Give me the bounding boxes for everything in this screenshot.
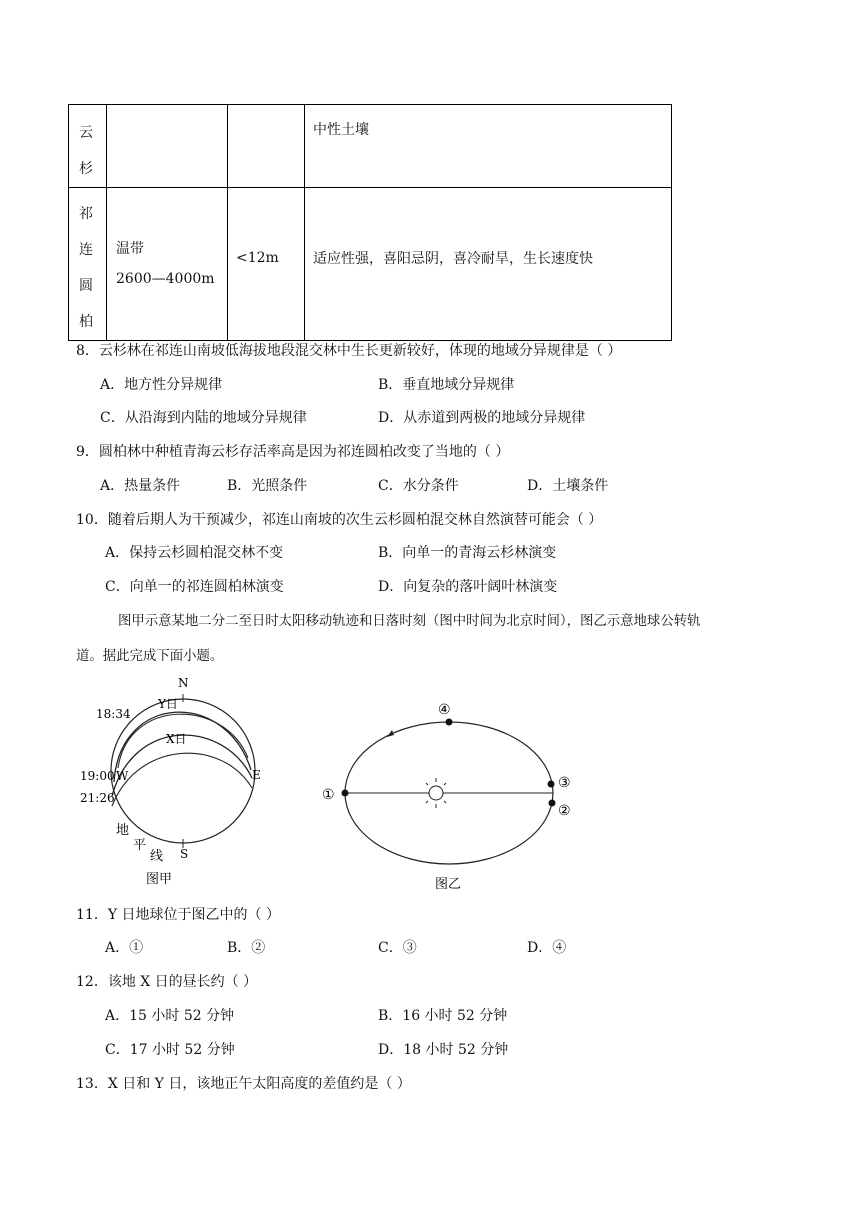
q9-option-a[interactable]: A．热量条件 (100, 478, 181, 494)
intro-line-2: 道。据此完成下面小题。 (76, 649, 224, 664)
tree-name-char: 杉 (79, 161, 93, 177)
q10-option-b[interactable]: B．向单一的青海云杉林演变 (378, 545, 557, 561)
position-2-label: ② (558, 803, 571, 819)
traits-cell (305, 188, 672, 341)
question-9-stem: 9．圆柏林中种植青海云杉存活率高是因为祁连圆柏改变了当地的（ ） (76, 444, 510, 460)
sunset-time-2: 19:00 (80, 769, 115, 783)
question-10-stem: 10．随着后期人为干预减少，祁连山南坡的次生云杉圆柏混交林自然演替可能会（ ） (76, 512, 603, 528)
height-text: <12m (236, 250, 279, 266)
position-1-label: ① (322, 787, 335, 803)
q9-option-c[interactable]: C．水分条件 (378, 478, 459, 494)
zone-cell (107, 188, 228, 341)
x-day-label: X日 (166, 732, 187, 746)
height-cell (228, 188, 305, 341)
q11-option-a[interactable]: A．① (105, 940, 144, 956)
question-11-stem: 11．Y 日地球位于图乙中的（ ） (76, 907, 280, 923)
east-label: E (252, 768, 261, 782)
horizon-label-char: 平 (133, 838, 147, 853)
elevation-text: 2600—4000m (116, 271, 215, 287)
plant-table (68, 104, 672, 341)
tree-name-char: 祁 (79, 206, 93, 222)
west-label: W (116, 769, 129, 783)
q12-option-b[interactable]: B．16 小时 52 分钟 (378, 1008, 508, 1024)
position-3-dot (548, 781, 555, 788)
tree-name-cell (69, 188, 107, 341)
orbit-direction-arrow (387, 730, 394, 737)
sunset-time-1: 18:34 (96, 707, 131, 721)
position-3-label: ③ (558, 775, 571, 791)
q8-option-a[interactable]: A．地方性分异规律 (100, 377, 223, 393)
question-8-stem: 8．云杉林在祁连山南坡低海拔地段混交林中生长更新较好，体现的地域分异规律是（ ） (76, 343, 622, 359)
y-day-path (114, 712, 251, 782)
sunset-time-3: 21:26 (80, 791, 115, 805)
q12-option-d[interactable]: D．18 小时 52 分钟 (378, 1042, 509, 1058)
tree-name-char: 柏 (79, 314, 93, 330)
sun-path-lower (112, 753, 252, 806)
q8-option-d[interactable]: D．从赤道到两极的地域分异规律 (378, 410, 586, 426)
tree-name-char: 连 (79, 242, 93, 258)
figure-yi-caption: 图乙 (435, 877, 462, 892)
question-12-stem: 12．该地 X 日的昼长约（ ） (76, 974, 258, 990)
q12-option-c[interactable]: C．17 小时 52 分钟 (105, 1042, 235, 1058)
q10-option-a[interactable]: A．保持云杉圆柏混交林不变 (105, 545, 284, 561)
tree-name-cell (69, 105, 107, 188)
q11-option-d[interactable]: D．④ (527, 940, 567, 956)
table-row (69, 188, 672, 341)
q11-option-c[interactable]: C．③ (378, 940, 417, 956)
q10-option-d[interactable]: D．向复杂的落叶阔叶林演变 (378, 579, 558, 595)
sun-icon (429, 786, 443, 800)
figure-jia-caption: 图甲 (146, 872, 173, 887)
height-cell (228, 105, 305, 188)
q9-option-d[interactable]: D．土壤条件 (527, 478, 609, 494)
horizon-label-char: 线 (150, 849, 164, 864)
q10-option-c[interactable]: C．向单一的祁连圆柏林演变 (105, 579, 284, 595)
zone-cell (107, 105, 228, 188)
figure-yi-orbit (310, 692, 600, 902)
q8-option-c[interactable]: C．从沿海到内陆的地域分异规律 (100, 410, 307, 426)
q8-option-b[interactable]: B．垂直地域分异规律 (378, 377, 515, 393)
south-label: S (180, 847, 189, 861)
position-4-label: ④ (438, 702, 451, 718)
position-4-dot (446, 719, 453, 726)
tree-name-char: 云 (79, 125, 93, 141)
position-1-dot (342, 790, 349, 797)
q9-option-b[interactable]: B．光照条件 (227, 478, 308, 494)
y-day-label: Y日 (158, 697, 178, 711)
position-2-dot (549, 800, 556, 807)
intro-line-1: 图甲示意某地二分二至日时太阳移动轨迹和日落时刻（图中时间为北京时间），图乙示意地球公转轨 (118, 614, 701, 629)
figure-jia-sun-path (76, 672, 296, 892)
q12-option-a[interactable]: A．15 小时 52 分钟 (105, 1008, 235, 1024)
horizon-label-char: 地 (116, 823, 130, 838)
question-13-stem: 13．X 日和 Y 日，该地正午太阳高度的差值约是（ ） (76, 1076, 411, 1092)
table-row (69, 105, 672, 188)
q11-option-b[interactable]: B．② (227, 940, 266, 956)
tree-name-char: 圆 (79, 278, 93, 294)
sky-circle (111, 699, 255, 843)
traits-cell: 中性土壤 (305, 105, 672, 188)
zone-text: 温带 (116, 241, 144, 257)
traits-text: 适应性强，喜阳忌阴，喜冷耐旱，生长速度快 (313, 251, 593, 267)
north-label: N (178, 676, 189, 690)
